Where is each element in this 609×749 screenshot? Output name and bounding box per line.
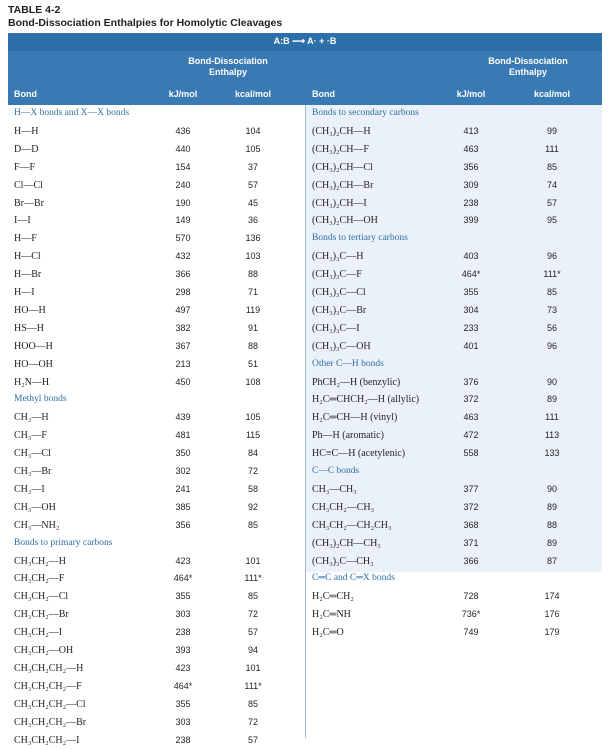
table-row [306, 123, 602, 141]
kj-cell: 463 [446, 409, 496, 427]
table-row [8, 481, 305, 499]
table-row [306, 588, 602, 606]
table-header [8, 51, 602, 105]
kcal-cell: 73 [522, 302, 582, 320]
kcal-header-right: kcal/mol [522, 89, 582, 100]
kj-cell: 350 [158, 445, 208, 463]
kcal-cell: 90 [522, 481, 582, 499]
kcal-cell: 89 [522, 535, 582, 553]
kj-cell: 736* [446, 606, 496, 624]
bond-cell: (CH₃)₃C—Cl [312, 284, 366, 302]
table-row [8, 588, 305, 606]
kcal-cell: 99 [522, 123, 582, 141]
kcal-cell: 101 [228, 660, 278, 678]
table-row [306, 606, 602, 624]
kj-cell: 403 [446, 248, 496, 266]
table-row [8, 338, 305, 356]
bond-cell: CH₃CH₂CH₂—F [14, 678, 82, 696]
kj-cell: 241 [158, 481, 208, 499]
kcal-cell: 88 [228, 266, 278, 284]
table-row [8, 374, 305, 392]
bond-cell: CH₃—F [14, 427, 47, 445]
bond-cell: (CH₃)₂CH—F [312, 141, 369, 159]
bond-cell: H₂N—H [14, 374, 49, 392]
bond-cell: CH₃CH₂—CH₃ [312, 499, 374, 517]
kj-cell: 472 [446, 427, 496, 445]
right-column [306, 105, 602, 738]
table-row [8, 427, 305, 445]
kj-cell: 440 [158, 141, 208, 159]
kj-cell: 366 [158, 266, 208, 284]
bond-cell: CH₃CH₂—F [14, 570, 64, 588]
table-row [8, 123, 305, 141]
kcal-cell: 94 [228, 642, 278, 660]
table-row [8, 499, 305, 517]
left-column [8, 105, 305, 738]
table-row [306, 338, 602, 356]
category-label: C═C and C═X bonds [312, 570, 395, 588]
table-row [8, 696, 305, 714]
table-row [306, 195, 602, 213]
kcal-cell: 108 [228, 374, 278, 392]
bond-cell: HOO—H [14, 338, 53, 356]
bond-cell: (CH₃)₃C—Br [312, 302, 366, 320]
bond-header-right: Bond [312, 89, 335, 99]
bond-cell: CH₃CH₂—I [14, 624, 62, 642]
table-row [8, 409, 305, 427]
category-row [306, 463, 602, 481]
table-row [8, 570, 305, 588]
table-title [8, 4, 282, 30]
kcal-cell: 111* [522, 266, 582, 284]
kcal-cell: 72 [228, 606, 278, 624]
bond-cell: CH₃CH₂CH₂—Cl [14, 696, 86, 714]
category-label: Other C—H bonds [312, 356, 384, 374]
category-label: C—C bonds [312, 463, 359, 481]
kcal-cell: 85 [228, 696, 278, 714]
table-row [8, 159, 305, 177]
kj-cell: 240 [158, 177, 208, 195]
bond-cell: (CH₃)₂CH—I [312, 195, 367, 213]
kcal-cell: 111 [522, 141, 582, 159]
category-label: Methyl bonds [14, 391, 67, 409]
kj-cell: 497 [158, 302, 208, 320]
kcal-cell: 104 [228, 123, 278, 141]
bond-cell: CH₃CH₂CH₂—I [14, 732, 79, 749]
table-row [8, 212, 305, 230]
kcal-cell: 103 [228, 248, 278, 266]
kcal-cell: 91 [228, 320, 278, 338]
bond-cell: CH₃—H [14, 409, 49, 427]
kcal-cell: 96 [522, 338, 582, 356]
kcal-cell: 176 [522, 606, 582, 624]
bond-cell: H₂C═NH [312, 606, 351, 624]
kj-cell: 413 [446, 123, 496, 141]
kcal-header-left: kcal/mol [228, 89, 278, 100]
bond-cell: CH₃—OH [14, 499, 56, 517]
bond-cell: CH₃CH₂—OH [14, 642, 73, 660]
table-row [8, 266, 305, 284]
table-row [306, 374, 602, 392]
kcal-cell: 36 [228, 212, 278, 230]
bond-cell: D—D [14, 141, 38, 159]
kj-cell: 355 [446, 284, 496, 302]
kj-header-right: kJ/mol [446, 89, 496, 100]
kcal-cell: 92 [228, 499, 278, 517]
bond-cell: (CH₃)₃C—H [312, 248, 363, 266]
kcal-cell: 58 [228, 481, 278, 499]
table-row [8, 642, 305, 660]
table-row [8, 320, 305, 338]
bond-cell: Br—Br [14, 195, 44, 213]
kcal-cell: 105 [228, 141, 278, 159]
kcal-cell: 105 [228, 409, 278, 427]
kcal-cell: 179 [522, 624, 582, 642]
bond-cell: HC≡C—H (acetylenic) [312, 445, 405, 463]
kj-cell: 423 [158, 553, 208, 571]
kj-cell: 149 [158, 212, 208, 230]
bond-cell: H—F [14, 230, 37, 248]
kcal-cell: 51 [228, 356, 278, 374]
kj-cell: 450 [158, 374, 208, 392]
kj-cell: 749 [446, 624, 496, 642]
kj-cell: 304 [446, 302, 496, 320]
table-row [306, 141, 602, 159]
table-row [306, 517, 602, 535]
kcal-cell: 85 [522, 159, 582, 177]
category-label: Bonds to tertiary carbons [312, 230, 408, 248]
table-row [8, 230, 305, 248]
table-row [8, 660, 305, 678]
kj-cell: 213 [158, 356, 208, 374]
kj-cell: 377 [446, 481, 496, 499]
kcal-cell: 85 [228, 517, 278, 535]
bond-cell: H₂C═CH—H (vinyl) [312, 409, 397, 427]
bdh-group-header-left: Bond-Dissociation Enthalpy [178, 56, 278, 78]
bond-cell: (CH₃)₃C—I [312, 320, 360, 338]
kcal-cell: 72 [228, 714, 278, 732]
bdh-group-header-right: Bond-Dissociation Enthalpy [478, 56, 578, 78]
bond-cell: (CH₃)₂CH—H [312, 123, 371, 141]
bond-cell: CH₃CH₂—H [14, 553, 66, 571]
kj-cell: 464* [446, 266, 496, 284]
bond-cell: CH₃—Br [14, 463, 51, 481]
kj-cell: 728 [446, 588, 496, 606]
table-row [8, 356, 305, 374]
bond-header-left: Bond [14, 89, 37, 99]
table-row [8, 445, 305, 463]
table-row [8, 714, 305, 732]
bond-cell: CH₃—CH₃ [312, 481, 357, 499]
bond-cell: H—Cl [14, 248, 41, 266]
table-row [306, 284, 602, 302]
kj-cell: 463 [446, 141, 496, 159]
kcal-cell: 89 [522, 499, 582, 517]
table-row [8, 732, 305, 749]
kj-cell: 558 [446, 445, 496, 463]
kj-cell: 464* [158, 570, 208, 588]
bond-cell: HO—H [14, 302, 46, 320]
category-label: Bonds to secondary carbons [312, 105, 419, 123]
table-row [306, 212, 602, 230]
table-row [8, 678, 305, 696]
table-row [8, 517, 305, 535]
table-row [306, 553, 602, 571]
kj-cell: 371 [446, 535, 496, 553]
table-row [306, 320, 602, 338]
table-row [306, 302, 602, 320]
bond-cell: (CH₃)₃C—F [312, 266, 362, 284]
bond-cell: H₂C═CHCH₂—H (allylic) [312, 391, 419, 409]
kj-cell: 367 [158, 338, 208, 356]
kj-cell: 368 [446, 517, 496, 535]
kcal-cell: 37 [228, 159, 278, 177]
table-row [306, 248, 602, 266]
table-row [306, 409, 602, 427]
kj-cell: 298 [158, 284, 208, 302]
bond-cell: Cl—Cl [14, 177, 43, 195]
kj-cell: 382 [158, 320, 208, 338]
kcal-cell: 111 [522, 409, 582, 427]
table-row [306, 159, 602, 177]
bond-cell: (CH₃)₃C—CH₃ [312, 553, 374, 571]
table-row [306, 481, 602, 499]
category-label: Bonds to primary carbons [14, 535, 112, 553]
kj-cell: 481 [158, 427, 208, 445]
bond-cell: (CH₃)₂CH—Br [312, 177, 373, 195]
kcal-cell: 85 [522, 284, 582, 302]
table-row [8, 284, 305, 302]
table-row [306, 177, 602, 195]
table-row [8, 624, 305, 642]
kj-cell: 303 [158, 714, 208, 732]
kj-cell: 399 [446, 212, 496, 230]
kj-cell: 385 [158, 499, 208, 517]
kcal-cell: 88 [522, 517, 582, 535]
bond-cell: (CH₃)₂CH—OH [312, 212, 378, 230]
kcal-cell: 71 [228, 284, 278, 302]
table-row [306, 499, 602, 517]
table-row [8, 177, 305, 195]
bond-cell: H₂C═O [312, 624, 344, 642]
table-row [8, 463, 305, 481]
table-row [8, 553, 305, 571]
kj-cell: 302 [158, 463, 208, 481]
kj-header-left: kJ/mol [158, 89, 208, 100]
bond-cell: CH₃—NH₂ [14, 517, 59, 535]
table-row [8, 606, 305, 624]
bond-cell: HO—OH [14, 356, 53, 374]
kcal-cell: 85 [228, 588, 278, 606]
kj-cell: 372 [446, 499, 496, 517]
kcal-cell: 113 [522, 427, 582, 445]
kcal-cell: 57 [228, 177, 278, 195]
bond-cell: H—H [14, 123, 38, 141]
kj-cell: 423 [158, 660, 208, 678]
bond-cell: CH₃CH₂—Cl [14, 588, 68, 606]
table-row [8, 302, 305, 320]
kj-cell: 238 [446, 195, 496, 213]
bond-cell: CH₃CH₂CH₂—Br [14, 714, 86, 732]
kcal-cell: 45 [228, 195, 278, 213]
kj-cell: 464* [158, 678, 208, 696]
kcal-cell: 89 [522, 391, 582, 409]
table-row [306, 391, 602, 409]
kcal-cell: 57 [522, 195, 582, 213]
table-body [8, 105, 602, 738]
bond-cell: H—Br [14, 266, 41, 284]
kj-cell: 439 [158, 409, 208, 427]
kcal-cell: 84 [228, 445, 278, 463]
kj-cell: 309 [446, 177, 496, 195]
kj-cell: 366 [446, 553, 496, 571]
bond-cell: F—F [14, 159, 35, 177]
bond-cell: CH₃CH₂—CH₂CH₃ [312, 517, 392, 535]
kcal-cell: 111* [228, 678, 278, 696]
table-row [306, 427, 602, 445]
column-divider [305, 105, 306, 738]
kcal-cell: 101 [228, 553, 278, 571]
category-row [306, 570, 602, 588]
category-row [8, 105, 305, 123]
kj-cell: 393 [158, 642, 208, 660]
kj-cell: 233 [446, 320, 496, 338]
equation-text: A:B ⟶ A· + ·B [8, 36, 602, 47]
kj-cell: 303 [158, 606, 208, 624]
kcal-cell: 56 [522, 320, 582, 338]
bond-cell: CH₃—I [14, 481, 45, 499]
kcal-cell: 96 [522, 248, 582, 266]
kcal-cell: 174 [522, 588, 582, 606]
bond-cell: HS—H [14, 320, 44, 338]
kcal-cell: 90 [522, 374, 582, 392]
category-row [306, 230, 602, 248]
category-row [8, 535, 305, 553]
table-caption: Bond-Dissociation Enthalpies for Homolytic Cleavages [8, 17, 282, 30]
table-row [8, 195, 305, 213]
table-row [8, 141, 305, 159]
bond-cell: CH₃—Cl [14, 445, 51, 463]
table-row [306, 266, 602, 284]
table-row [306, 535, 602, 553]
table-row [8, 248, 305, 266]
kcal-cell: 88 [228, 338, 278, 356]
bond-cell: I—I [14, 212, 31, 230]
bond-cell: H₂C═CH₂ [312, 588, 354, 606]
equation-bar [8, 33, 602, 51]
kcal-cell: 136 [228, 230, 278, 248]
kj-cell: 570 [158, 230, 208, 248]
category-row [306, 105, 602, 123]
bond-cell: CH₃CH₂CH₂—H [14, 660, 83, 678]
bond-cell: (CH₃)₃C—OH [312, 338, 371, 356]
bond-cell: CH₃CH₂—Br [14, 606, 69, 624]
kj-cell: 372 [446, 391, 496, 409]
kcal-cell: 119 [228, 302, 278, 320]
kj-cell: 436 [158, 123, 208, 141]
bond-cell: H—I [14, 284, 35, 302]
bond-cell: PhCH₂—H (benzylic) [312, 374, 400, 392]
kcal-cell: 74 [522, 177, 582, 195]
kj-cell: 238 [158, 732, 208, 749]
kj-cell: 355 [158, 588, 208, 606]
kj-cell: 154 [158, 159, 208, 177]
bond-cell: (CH₃)₂CH—CH₃ [312, 535, 381, 553]
kj-cell: 356 [446, 159, 496, 177]
bond-cell: Ph—H (aromatic) [312, 427, 384, 445]
kcal-cell: 111* [228, 570, 278, 588]
kj-cell: 376 [446, 374, 496, 392]
category-row [8, 391, 305, 409]
kj-cell: 401 [446, 338, 496, 356]
kcal-cell: 87 [522, 553, 582, 571]
kcal-cell: 95 [522, 212, 582, 230]
kcal-cell: 133 [522, 445, 582, 463]
table-number: TABLE 4-2 [8, 4, 282, 17]
kj-cell: 355 [158, 696, 208, 714]
kj-cell: 190 [158, 195, 208, 213]
kj-cell: 356 [158, 517, 208, 535]
table-row [306, 445, 602, 463]
table-row [306, 624, 602, 642]
kj-cell: 432 [158, 248, 208, 266]
kcal-cell: 72 [228, 463, 278, 481]
kcal-cell: 115 [228, 427, 278, 445]
kcal-cell: 57 [228, 624, 278, 642]
bond-cell: (CH₃)₂CH—Cl [312, 159, 373, 177]
category-row [306, 356, 602, 374]
kj-cell: 238 [158, 624, 208, 642]
category-label: H—X bonds and X—X bonds [14, 105, 129, 123]
kcal-cell: 57 [228, 732, 278, 749]
